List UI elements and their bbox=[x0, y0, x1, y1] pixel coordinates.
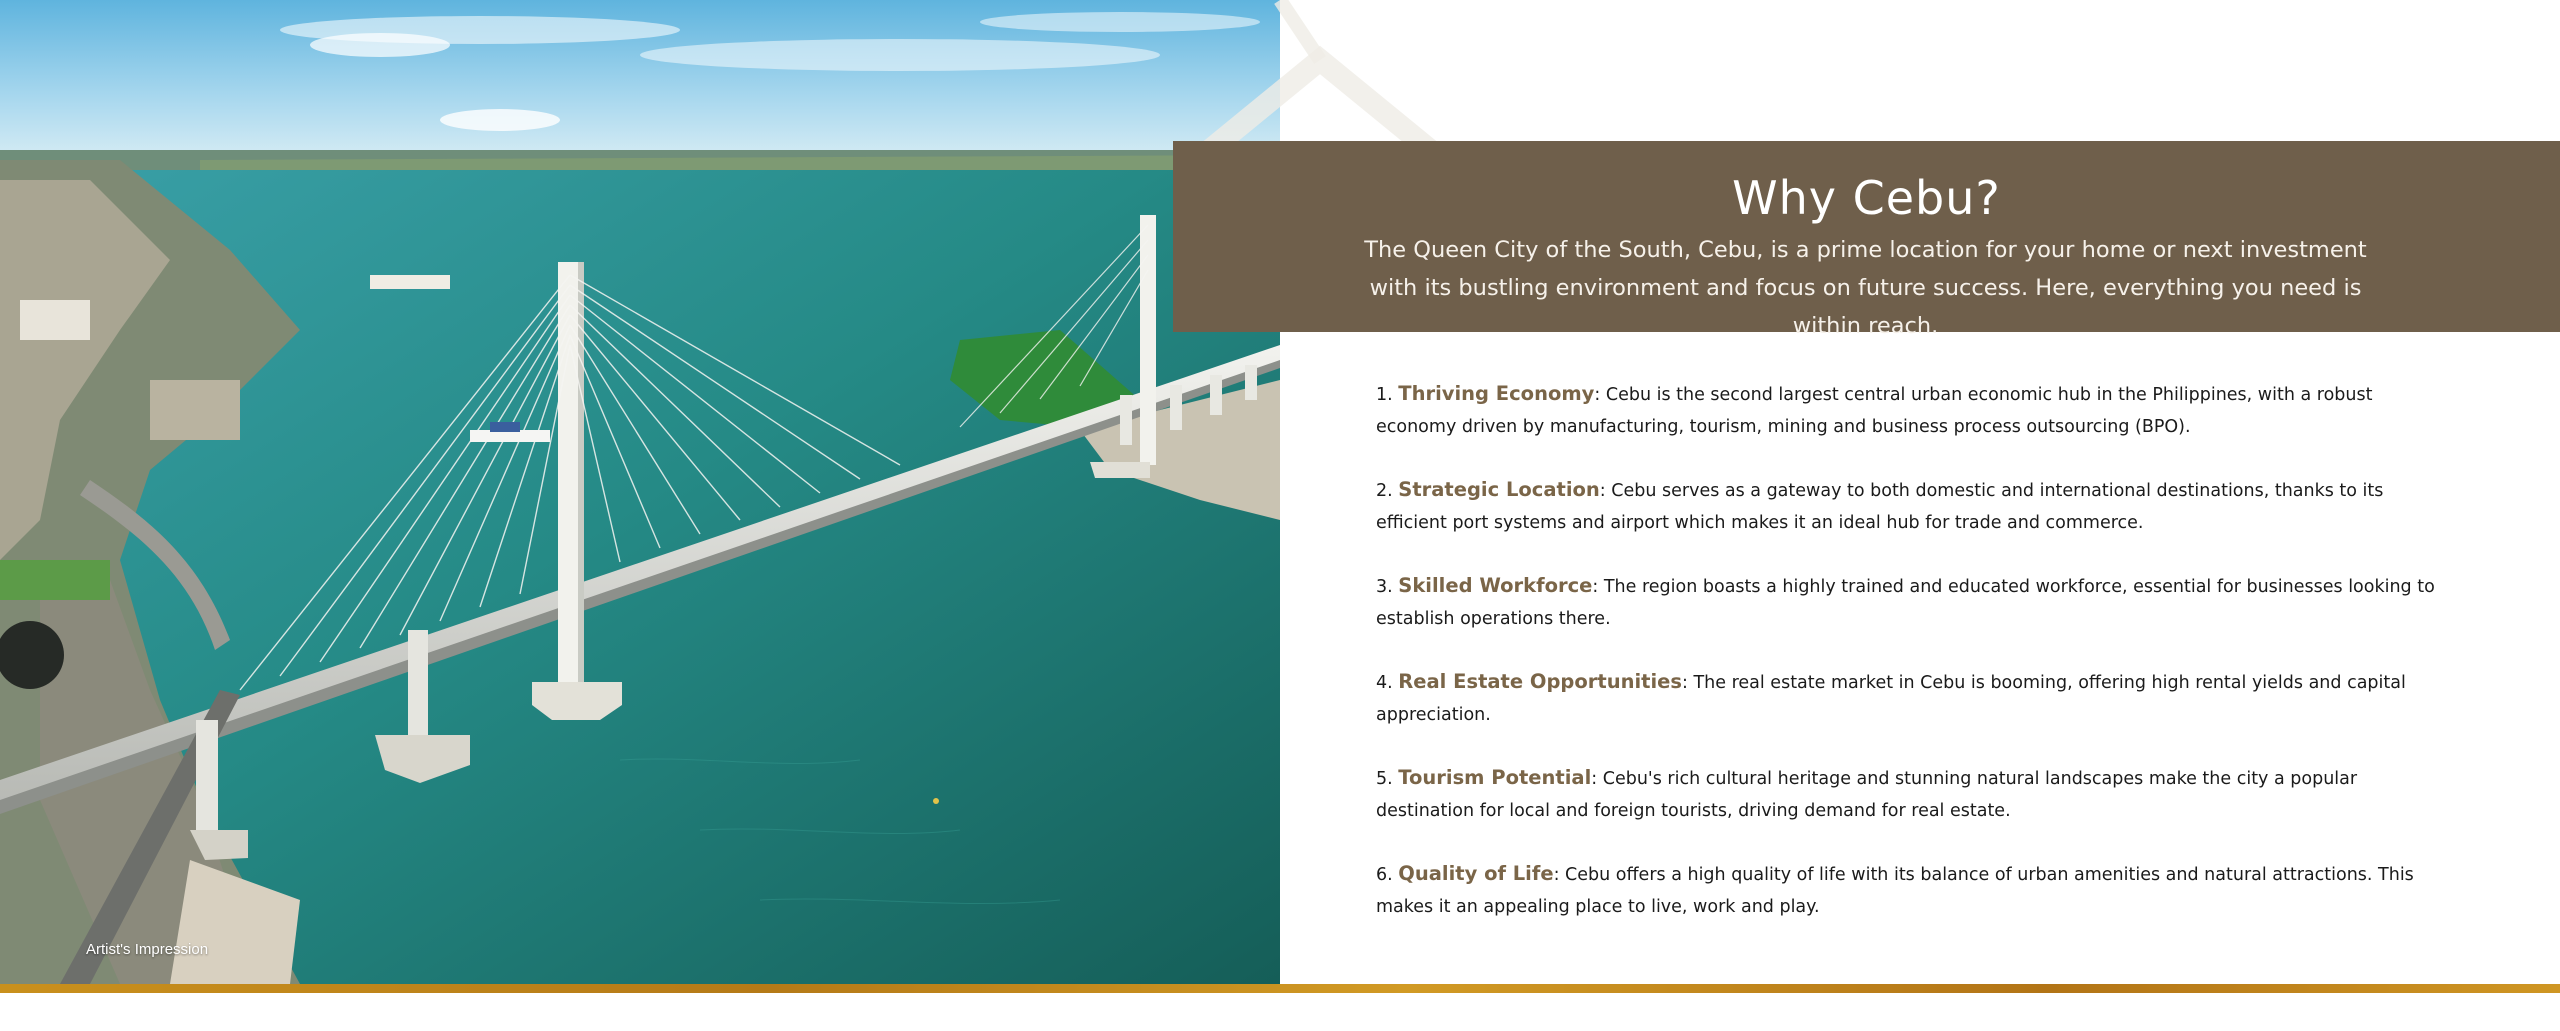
reasons-list bbox=[1376, 378, 2436, 954]
reason-text: : Cebu's rich cultural heritage and stunning natural landscapes make the city a popular destination for local and foreign tourists, driving demand for real estate. bbox=[1376, 769, 2358, 821]
reason-text: : The region boasts a highly trained and educated workforce, essential for businesses looking to establish operations there. bbox=[1376, 577, 2435, 629]
reason-item-2 bbox=[1376, 474, 2436, 539]
hero-photo bbox=[0, 0, 1280, 984]
reason-title: Tourism Potential bbox=[1398, 766, 1592, 789]
reason-title: Strategic Location bbox=[1398, 478, 1600, 501]
reason-item-6 bbox=[1376, 858, 2436, 923]
reason-item-5 bbox=[1376, 762, 2436, 827]
reason-item-3 bbox=[1376, 570, 2436, 635]
page-subtitle: The Queen City of the South, Cebu, is a prime location for your home or next investment with its bustling environment and focus on future success. Here, everything you need is within reach. bbox=[1364, 237, 2367, 339]
reason-number: 3. bbox=[1376, 577, 1393, 597]
reason-text: : The real estate market in Cebu is booming, offering high rental yields and capital appreciation. bbox=[1376, 673, 2406, 725]
page-title: Why Cebu? bbox=[1732, 171, 2001, 225]
reason-item-1 bbox=[1376, 378, 2436, 443]
header-band bbox=[1173, 141, 2560, 339]
bridge-aerial-illustration bbox=[0, 0, 1280, 984]
decorative-triangle-icon bbox=[1150, 0, 1490, 150]
reason-title: Real Estate Opportunities bbox=[1398, 670, 1683, 693]
reason-title: Skilled Workforce bbox=[1398, 574, 1593, 597]
reason-number: 1. bbox=[1376, 385, 1393, 405]
reason-number: 4. bbox=[1376, 673, 1393, 693]
reason-title: Quality of Life bbox=[1398, 862, 1554, 885]
photo-caption: Artist's Impression bbox=[86, 941, 209, 958]
reason-text: : Cebu serves as a gateway to both domestic and international destinations, thanks to its efficient port systems and airport which makes it an ideal hub for trade and commerce. bbox=[1376, 481, 2384, 533]
reason-number: 2. bbox=[1376, 481, 1393, 501]
reason-text: : Cebu is the second largest central urban economic hub in the Philippines, with a robust economy driven by manufacturing, tourism, mining and business process outsourcing (BPO). bbox=[1376, 385, 2373, 437]
reason-title: Thriving Economy bbox=[1398, 382, 1595, 405]
reason-number: 6. bbox=[1376, 865, 1393, 885]
reason-number: 5. bbox=[1376, 769, 1393, 789]
footer-gold-bar bbox=[0, 984, 2560, 993]
reason-item-4 bbox=[1376, 666, 2436, 731]
reason-text: : Cebu offers a high quality of life with its balance of urban amenities and natural attractions. This makes it an appealing place to live, work and play. bbox=[1376, 865, 2414, 917]
